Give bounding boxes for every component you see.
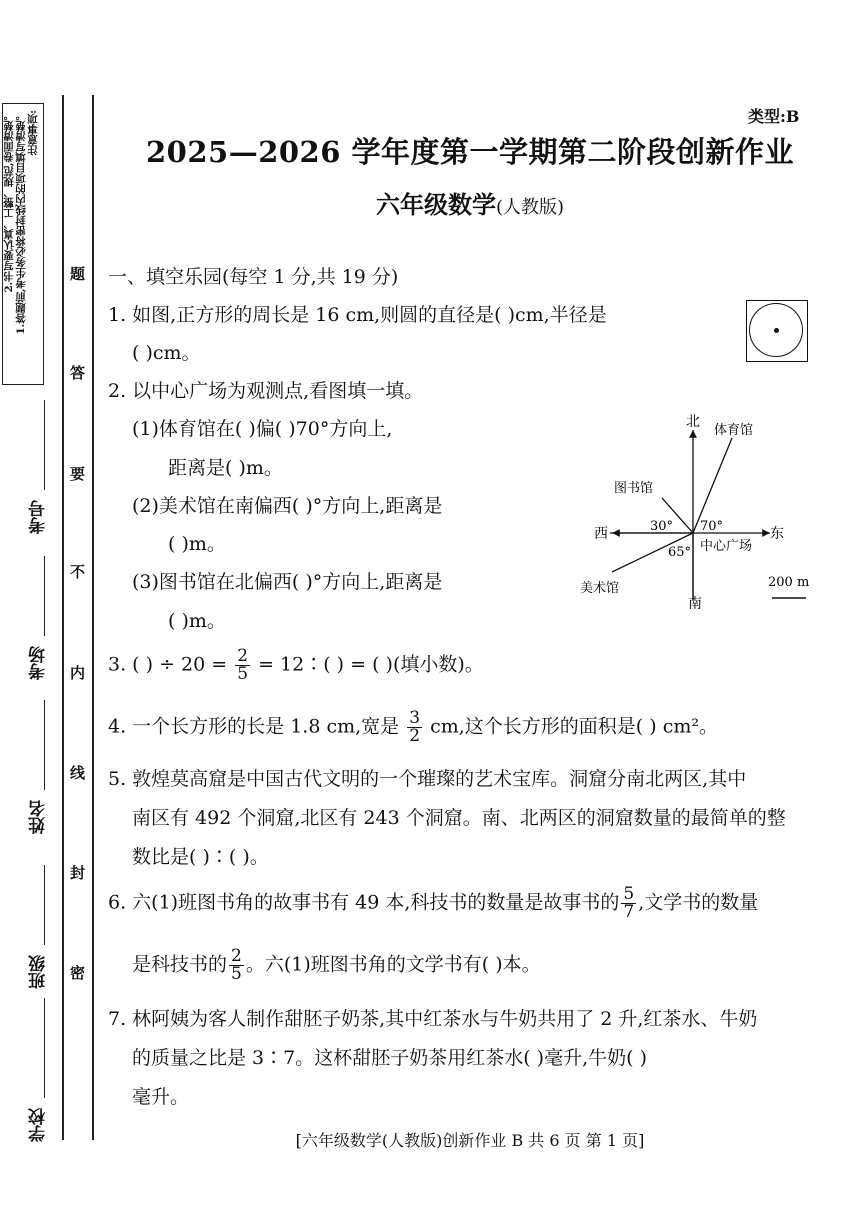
seal-char: 要	[70, 465, 86, 483]
seal-char: 内	[70, 664, 86, 682]
gym-label: 体育馆	[714, 423, 754, 438]
section-heading: 一、填空乐园(每空 1 分,共 19 分)	[108, 266, 399, 288]
fraction-denominator: 2	[409, 726, 421, 746]
question-4-part-a: 4. 一个长方形的长是 1.8 cm,宽是	[108, 715, 400, 738]
compass-diagram	[580, 410, 820, 620]
field-underline	[44, 400, 45, 490]
paper-subtitle	[100, 185, 840, 220]
question-7-line-3: 毫升。	[132, 1086, 190, 1108]
question-6-line-1-a: 6. 六(1)班图书角的故事书有 49 本,科技书的数量是故事书的	[108, 891, 620, 914]
fraction-numerator: 3	[409, 708, 421, 728]
fraction	[621, 886, 636, 921]
question-2-part-3-line-2: ( )m。	[168, 610, 226, 632]
question-1-line-2: ( )cm。	[132, 342, 201, 364]
question-4-part-b: cm,这个长方形的面积是( ) cm²。	[430, 715, 718, 738]
scale-label: 200 m	[768, 575, 810, 590]
circle-center-dot	[774, 328, 779, 333]
field-label: 班级	[29, 955, 49, 989]
north-label: 北	[686, 414, 700, 430]
margin-divider-left	[62, 95, 64, 1140]
seal-char: 线	[70, 764, 86, 782]
library-angle-label: 30°	[650, 519, 674, 534]
west-label: 西	[594, 526, 608, 542]
field-label: 考号	[29, 500, 49, 534]
question-7-line-1: 7. 林阿姨为客人制作甜胚子奶茶,其中红茶水与牛奶共用了 2 升,红茶水、牛奶	[108, 1008, 758, 1030]
notice-item-1: 1.答题前,考生务必将密封线内的项目填写清楚。	[15, 110, 27, 335]
question-5-line-2: 南区有 492 个洞窟,北区有 243 个洞窟。南、北两区的洞窟数量的最简单的整	[132, 807, 786, 829]
paper-title: 2025—2026 学年度第一学期第二阶段创新作业	[145, 135, 795, 169]
subject-label: 六年级数学	[375, 190, 496, 219]
fraction	[407, 710, 422, 745]
page-footer: [六年级数学(人教版)创新作业 B 共 6 页 第 1 页]	[295, 1131, 645, 1150]
library-label: 图书馆	[614, 481, 654, 496]
notice-title: 注意事项:	[27, 110, 39, 156]
south-label: 南	[688, 596, 702, 612]
question-2-part-2-line-2: ( )m。	[168, 533, 226, 555]
fraction-denominator: 5	[237, 664, 249, 684]
seal-char: 封	[70, 864, 86, 882]
question-1-line-1: 1. 如图,正方形的周长是 16 cm,则圆的直径是( )cm,半径是	[108, 304, 607, 326]
question-7-line-2: 的质量之比是 3∶7。这杯甜胚子奶茶用红茶水( )毫升,牛奶( )	[132, 1047, 647, 1069]
seal-char: 不	[70, 563, 86, 581]
question-2-stem: 2. 以中心广场为观测点,看图填一填。	[108, 380, 424, 402]
gym-angle-label: 70°	[700, 519, 724, 534]
question-6-line-1	[108, 886, 758, 921]
east-label: 东	[770, 526, 784, 542]
question-2-part-3-line-1: (3)图书馆在北偏西( )°方向上,距离是	[132, 571, 443, 593]
question-3-part-b: = 12∶( ) = ( )(填小数)。	[258, 653, 484, 676]
notice-item-2: 2.书写要认真、工整、规范,卷面清楚。	[3, 110, 15, 293]
notice-box	[2, 103, 44, 385]
question-2-part-1-line-2: 距离是( )m。	[168, 457, 283, 479]
art-label: 美术馆	[580, 581, 620, 596]
question-2-part-1-line-1: (1)体育馆在( )偏( )70°方向上,	[132, 418, 393, 440]
seal-char: 题	[70, 265, 86, 283]
fraction	[235, 648, 250, 683]
field-label: 考场	[29, 646, 49, 680]
fraction	[229, 948, 244, 983]
question-6-line-1-b: ,文学书的数量	[638, 891, 759, 914]
fraction-numerator: 5	[623, 884, 635, 904]
seal-char: 密	[70, 964, 86, 982]
art-angle-label: 65°	[668, 545, 692, 560]
fraction-numerator: 2	[231, 946, 242, 966]
center-label: 中心广场	[700, 539, 753, 554]
field-underline	[44, 998, 45, 1098]
fraction-denominator: 7	[623, 902, 635, 922]
question-3	[108, 648, 484, 683]
margin-divider-right	[92, 95, 94, 1140]
question-6-line-2	[132, 948, 541, 983]
question-6-line-2-a: 是科技书的	[132, 953, 228, 976]
fraction-numerator: 2	[237, 646, 249, 666]
field-underline	[44, 865, 45, 945]
edition-label: (人教版)	[495, 197, 565, 218]
question-3-part-a: 3. ( ) ÷ 20 =	[108, 653, 228, 676]
seal-char: 答	[70, 364, 86, 382]
field-label: 姓名	[29, 800, 49, 834]
square-circle-figure	[746, 300, 808, 362]
field-label: 学校	[29, 1108, 49, 1142]
question-4	[108, 710, 718, 745]
fraction-denominator: 5	[231, 964, 242, 984]
field-underline	[44, 700, 45, 790]
paper-type-label: 类型:B	[748, 107, 800, 126]
field-underline	[44, 556, 45, 636]
question-5-line-3: 数比是( )∶( )。	[132, 846, 269, 868]
question-5-line-1: 5. 敦煌莫高窟是中国古代文明的一个璀璨的艺术宝库。洞窟分南北两区,其中	[108, 768, 747, 790]
question-6-line-2-b: 。六(1)班图书角的文学书有( )本。	[245, 953, 541, 976]
question-2-part-2-line-1: (2)美术馆在南偏西( )°方向上,距离是	[132, 495, 443, 517]
